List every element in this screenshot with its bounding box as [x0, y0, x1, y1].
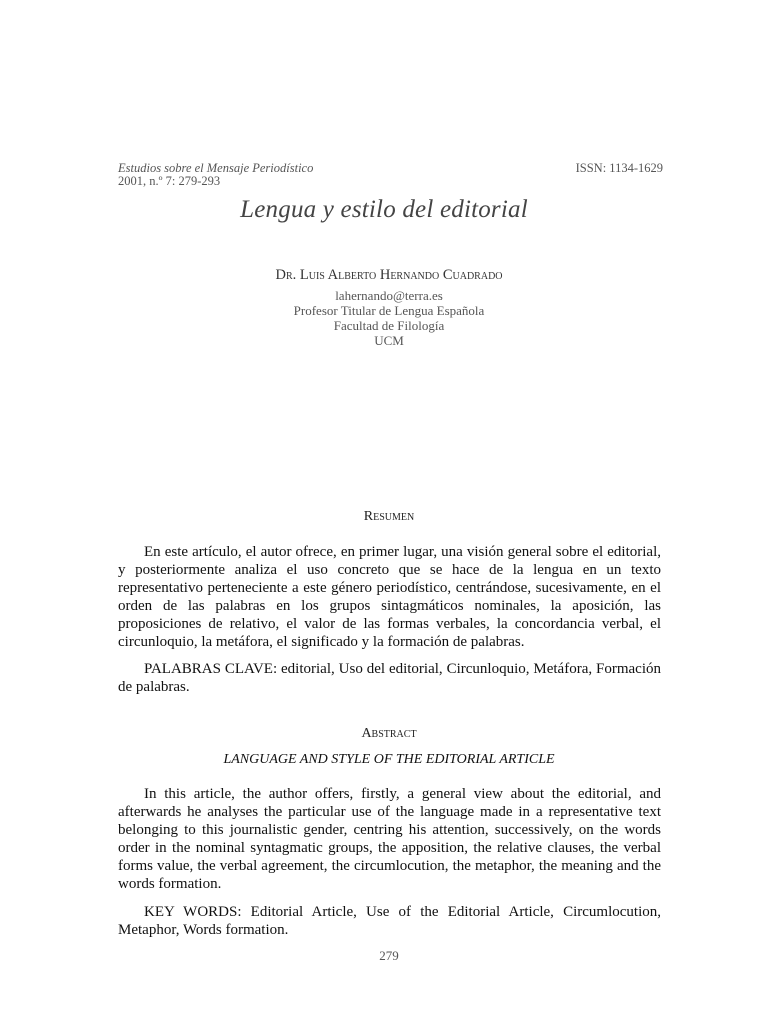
abstract-body: In this article, the author offers, firstly, a general view about the editorial, and afterwards he analyses the particular use of the language made in a representative text belonging to this journalistic gender, centring his attention, successively, on the words order in the nominal syntagmatic groups, the apposition, the relative clauses, the verbal forms value, the verbal agreement, the circumlocution, the metaphor, the meaning and the words formation.	[118, 786, 661, 892]
journal-header	[118, 162, 663, 188]
issn: ISSN: 1134-1629	[575, 161, 663, 175]
author-position: Profesor Titular de Lengua Española	[293, 303, 485, 318]
resumen-keywords: PALABRAS CLAVE: editorial, Uso del editorial, Circunloquio, Metáfora, Formación de palabras.	[118, 661, 661, 695]
volume-info: 2001, n.º 7: 279-293	[118, 174, 221, 188]
author-name: Dr. Luis Alberto Hernando Cuadrado	[275, 267, 503, 283]
author-faculty: Facultad de Filología	[333, 318, 445, 333]
author-block	[0, 268, 768, 348]
resumen-body: En este artículo, el autor ofrece, en primer lugar, una visión general sobre el editorial, y posteriormente analiza el uso concreto que se hace de la lengua en un texto representativo perteneciente a este género periodístico, centrándose, sucesivamente, en el orden de las palabras en los grupos sintagmáticos nominales, la aposición, las proposiciones de relativo, el valor de las formas verbales, la concordancia verbal, el circunloquio, la metáfora, el significado y la formación de palabras.	[118, 544, 661, 650]
author-university: UCM	[374, 333, 404, 348]
journal-name: Estudios sobre el Mensaje Periodístico	[118, 161, 314, 175]
abstract-keywords: KEY WORDS: Editorial Article, Use of the Editorial Article, Circumlocution, Metaphor, Words formation.	[118, 904, 661, 938]
author-email: lahernando@terra.es	[335, 288, 443, 303]
page-number: 279	[379, 948, 399, 963]
abstract-title: LANGUAGE AND STYLE OF THE EDITORIAL ARTICLE	[223, 752, 555, 767]
resumen-heading: Resumen	[363, 509, 415, 524]
abstract-heading: Abstract	[361, 726, 417, 741]
article-title: Lengua y estilo del editorial	[240, 196, 528, 223]
